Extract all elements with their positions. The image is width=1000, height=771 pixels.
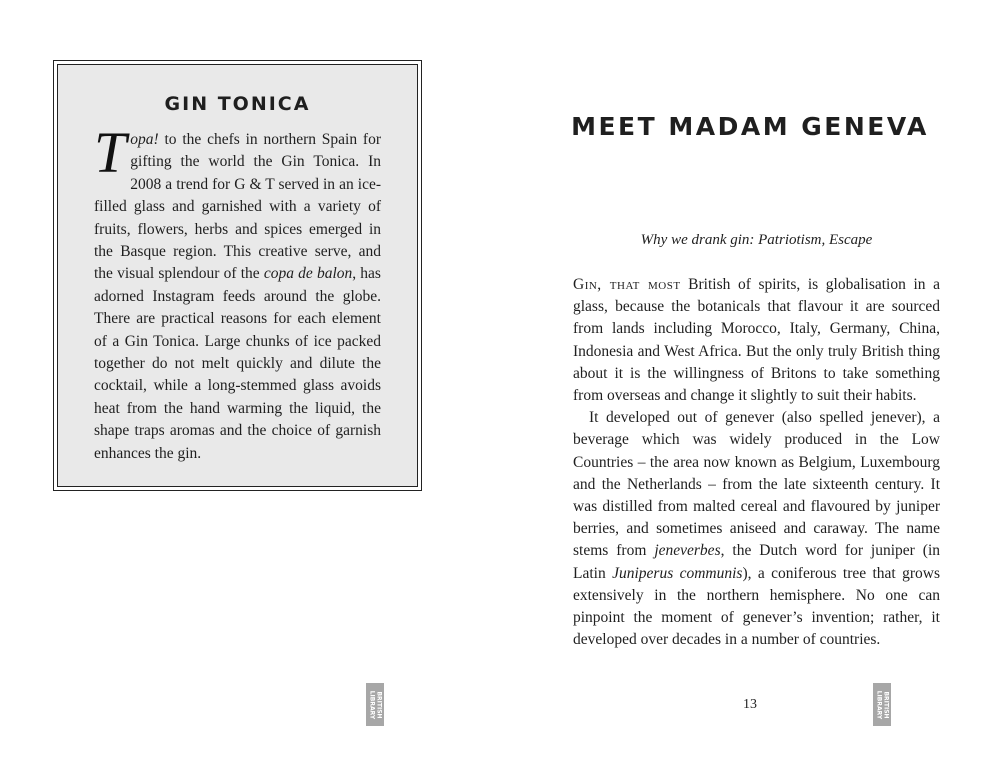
paragraph-2-italic-2: Juniperus communis (612, 564, 743, 582)
sidebar-body (94, 120, 381, 465)
british-library-stamp (873, 683, 891, 726)
sidebar-box-inner (57, 64, 418, 487)
paragraph-2-text-3: ), a coniferous tree that grows extensively in the northern hemisphere. No one can pinpoint the moment of genever’s invention; rather, it developed over decades in a number of countries. (573, 564, 940, 649)
drop-cap: T (94, 120, 127, 185)
sidebar-italic-phrase: copa de balon (263, 265, 353, 283)
paragraph-2-text-1: It developed out of genever (also spelled jenever), a beverage which was widely produced in the Low Countries – the area now known as Belgium, Luxembourg and the Netherlands – from the late sixteenth century. It was distilled from malted cereal and flavoured by juniper berries, and sometimes aniseed and caraway. The name stems from (573, 409, 940, 560)
british-library-stamp (366, 683, 384, 726)
sidebar-text-part2: , has adorned Instagram feeds around the globe. There are practical reasons for each element of a Gin Tonica. Large chunks of ice packed together do not melt quickly and dilute the cocktail, while a long-stemmed glass avoids heat from the hand warming the liquid, the shape traps aromas and the choice of garnish enhances the gin. (94, 265, 381, 462)
paragraph-2-italic-1: jeneverbes (654, 542, 721, 560)
sidebar-title: GIN TONICA (164, 93, 311, 115)
paragraph-1 (573, 274, 940, 407)
stamp-line-1: BRITISH (882, 690, 889, 719)
chapter-title: MEET MADAM GENEVA (571, 112, 929, 141)
body-text (573, 274, 940, 651)
epigraph: Why we drank gin: Patriotism, Escape (640, 232, 873, 248)
sidebar-box (53, 60, 422, 491)
stamp-line-1: BRITISH (375, 690, 382, 719)
paragraph-1-lead: Gin, that most (573, 276, 681, 293)
stamp-text (368, 690, 382, 719)
sidebar-text-part1: to the chefs in northern Spain for gifting the world the Gin Tonica. In 2008 a trend for G & T served in an ice-filled glass and garnished with a variety of fruits, flowers, herbs and spices emerged in the Basque region. This creative serve, and the visual splendour of the (94, 131, 381, 283)
paragraph-2 (573, 407, 940, 651)
paragraph-2-text-2: , the Dutch word for juniper (in Latin (573, 542, 940, 582)
sidebar-opening-italic: opa! (130, 131, 159, 148)
stamp-line-2: LIBRARY (875, 690, 882, 719)
paragraph-1-text: British of spirits, is globalisation in a glass, because the botanicals that flavour it are sourced from lands including Morocco, Italy, Germany, China, Indonesia and West Africa. But the only truly British thing about it is the willingness of Britons to take something from overseas and change it slightly to suit their habits. (573, 276, 940, 405)
stamp-text (875, 690, 889, 719)
right-page (500, 0, 1000, 771)
page-number: 13 (743, 697, 757, 712)
stamp-line-2: LIBRARY (368, 690, 375, 719)
